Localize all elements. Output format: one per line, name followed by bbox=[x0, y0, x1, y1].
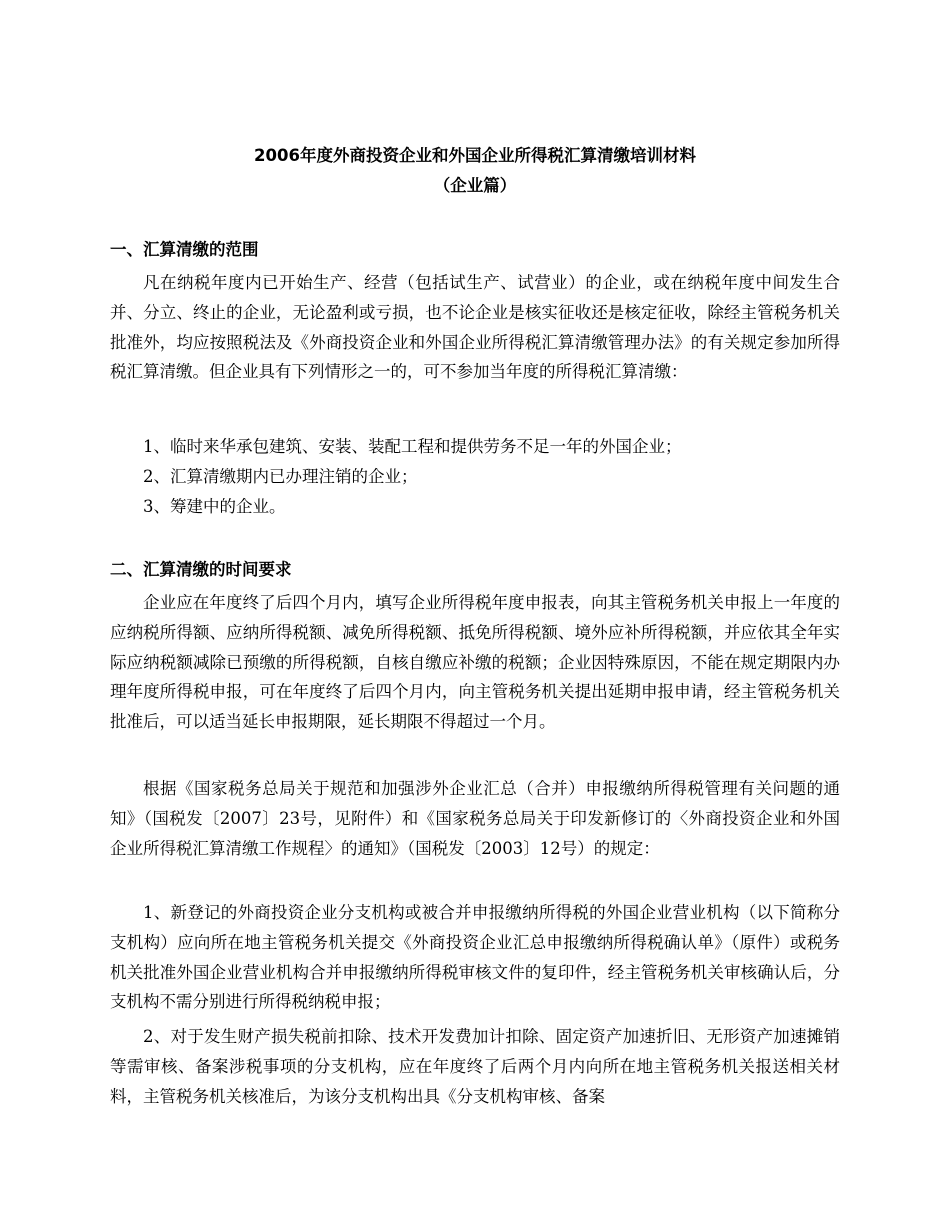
section2-heading: 二、汇算清缴的时间要求 bbox=[110, 560, 292, 579]
section1-heading: 一、汇算清缴的范围 bbox=[110, 240, 259, 259]
section1-paragraph: 凡在纳税年度内已开始生产、经营（包括试生产、试营业）的企业，或在纳税年度中间发生合并、分立、终止的企业，无论盈利或亏损，也不论企业是核实征收还是核定征收，除经主管税务机关批准外，均应按照税法及《外商投资企业和外国企业所得税汇算清缴管理办法》的有关规定参加所得税汇算清缴。但企业具有下列情形之一的，可不参加当年度的所得税汇算清缴： bbox=[110, 273, 840, 382]
section2-paragraph-2: 根据《国家税务总局关于规范和加强涉外企业汇总（合并）申报缴纳所得税管理有关问题的通知》（国税发〔2007〕23号，见附件）和《国家税务总局关于印发新修订的〈外商投资企业和外国企业所得税汇算清缴工作规程〉的通知》（国税发〔2003〕12号）的规定： bbox=[110, 779, 840, 858]
document-title: 2006年度外商投资企业和外国企业所得税汇算清缴培训材料 bbox=[254, 146, 696, 165]
section2-paragraph-4: 2、对于发生财产损失税前扣除、技术开发费加计扣除、固定资产加速折旧、无形资产加速摊销等需审核、备案涉税事项的分支机构，应在年度终了后两个月内向所在地主管税务机关报送相关材料，主管税务机关核准后，为该分支机构出具《分支机构审核、备案 bbox=[110, 1027, 840, 1106]
section2-paragraph-3: 1、新登记的外商投资企业分支机构或被合并申报缴纳所得税的外国企业营业机构（以下简称分支机构）应向所在地主管税务机关提交《外商投资企业汇总申报缴纳所得税确认单》（原件）或税务机关批准外国企业营业机构合并申报缴纳所得税审核文件的复印件，经主管税务机关审核确认后，分支机构不需分别进行所得税纳税申报； bbox=[110, 903, 840, 1012]
section1-item-1: 1、临时来华承包建筑、安装、装配工程和提供劳务不足一年的外国企业； bbox=[143, 437, 682, 456]
section1-item-3: 3、筹建中的企业。 bbox=[143, 497, 286, 516]
document-subtitle: （企业篇） bbox=[433, 176, 517, 195]
section1-item-2: 2、汇算清缴期内已办理注销的企业； bbox=[143, 467, 418, 486]
section2-paragraph-1: 企业应在年度终了后四个月内，填写企业所得税年度申报表，向其主管税务机关申报上一年度的应纳税所得额、应纳所得税额、减免所得税额、抵免所得税额、境外应补所得税额，并应依其全年实际应纳税额减除已预缴的所得税额，自核自缴应补缴的税额；企业因特殊原因，不能在规定期限内办理年度所得税申报，可在年度终了后四个月内，向主管税务机关提出延期申报申请，经主管税务机关批准后，可以适当延长申报期限，延长期限不得超过一个月。 bbox=[110, 593, 840, 732]
